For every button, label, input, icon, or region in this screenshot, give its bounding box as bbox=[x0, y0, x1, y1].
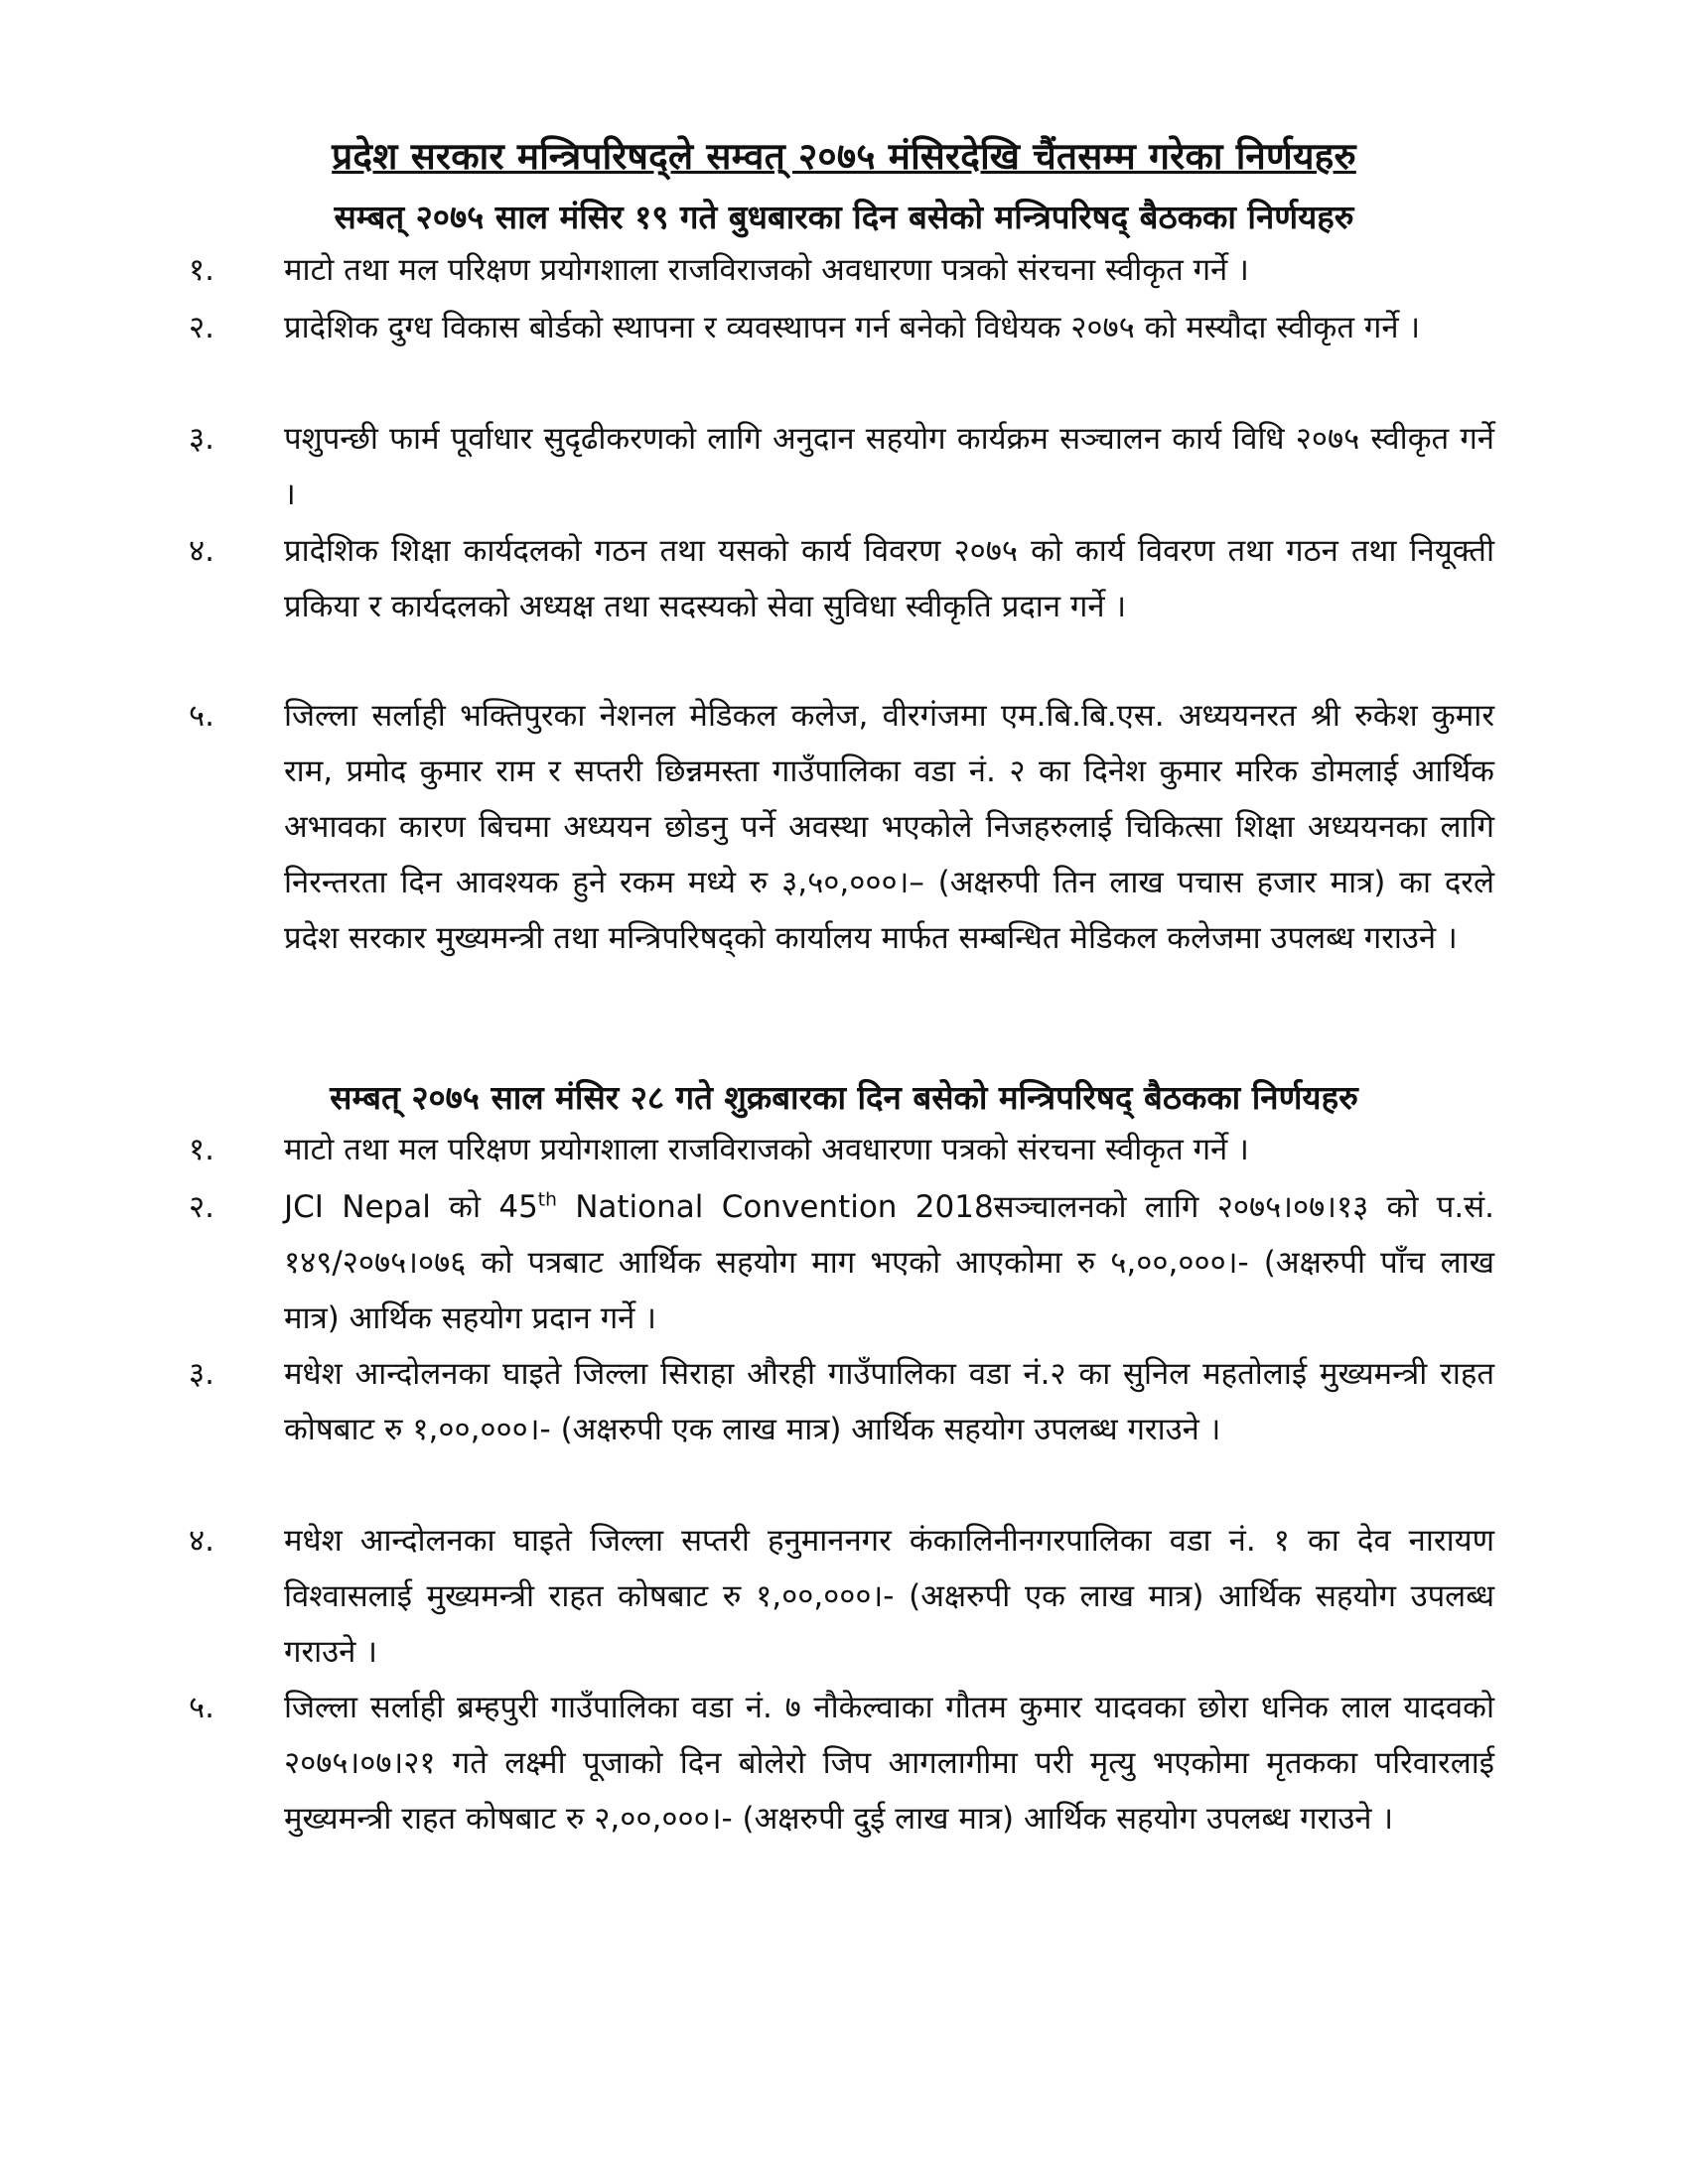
decision-item bbox=[189, 300, 1494, 355]
item-text: प्रादेशिक शिक्षा कार्यदलको गठन तथा यसको कार्य विवरण २०७५ को कार्य विवरण तथा गठन तथा नियूक्ती प्रकिया र कार्यदलको अध्यक्ष तथा सदस्यको सेवा सुविधा स्वीकृति प्रदान गर्ने । bbox=[284, 533, 1494, 624]
item-text-part: National Convention 2018सञ्चालनको लागि २०७५।०७।१३ को प.सं. १४९/२०७५।०७६ को पत्रबाट आर्थिक सहयोग माग भएको आएकोमा रु ५,००,०००।- (अक्षरुपी पाँच लाख मात्र) आर्थिक सहयोग प्रदान गर्ने । bbox=[284, 1189, 1494, 1336]
section-heading: सम्बत्‌ २०७५ साल मंसिर २८ गते शुक्रबारका दिन बसेको मन्त्रिपरिषद्‌ बैठकका निर्णयहरु bbox=[330, 1078, 1358, 1117]
decision-item bbox=[189, 1122, 1494, 1177]
item-number: १. bbox=[189, 1132, 214, 1167]
decision-item bbox=[189, 688, 1494, 966]
item-text: माटो तथा मल परिक्षण प्रयोगशाला राजविराजको अवधारणा पत्रको संरचना स्वीकृत गर्ने । bbox=[284, 252, 1249, 288]
item-number: ४. bbox=[189, 533, 214, 569]
item-text: प्रादेशिक दुग्ध विकास बोर्डको स्थापना र व्यवस्थापन गर्न बनेको विधेयक २०७५ को मस्यौदा स्वीकृत गर्ने । bbox=[284, 310, 1421, 345]
item-text: मधेश आन्दोलनका घाइते जिल्ला सिराहा औरही गाउँपालिका वडा नं.२ का सुनिल महतोलाई मुख्यमन्त्री राहत कोषबाट रु १,००,०००।- (अक्षरुपी एक लाख मात्र) आर्थिक सहयोग उपलब्ध गराउने । bbox=[284, 1356, 1494, 1447]
item-text: माटो तथा मल परिक्षण प्रयोगशाला राजविराजको अवधारणा पत्रको संरचना स्वीकृत गर्ने । bbox=[284, 1132, 1249, 1167]
item-number: ५. bbox=[189, 1690, 214, 1725]
item-number: ३. bbox=[189, 421, 214, 457]
item-number: २. bbox=[189, 1189, 214, 1225]
item-text: पशुपन्छी फार्म पूर्वाधार सुदृढीकरणको लागि अनुदान सहयोग कार्यक्रम सञ्चालन कार्य विधि २०७५ स्वीकृत गर्ने । bbox=[284, 421, 1494, 512]
item-text-superscript: th bbox=[537, 1189, 557, 1211]
item-text: जिल्ला सर्लाही ब्रम्हपुरी गाउँपालिका वडा नं. ७ नौकेल्वाका गौतम कुमार यादवका छोरा धनिक लाल यादवको २०७५।०७।२१ गते लक्ष्मी पूजाको दिन बोलेरो जिप आगलागीमा परी मृत्यु भएकोमा मृतकका परिवारलाई मुख्यमन्त्री राहत कोषबाट रु २,००,०००।- (अक्षरुपी दुई लाख मात्र) आर्थिक सहयोग उपलब्ध गराउने । bbox=[284, 1690, 1494, 1837]
item-number: ३. bbox=[189, 1356, 214, 1392]
decision-item bbox=[189, 1680, 1494, 1846]
document-title: प्रदेश सरकार मन्त्रिपरिषद्‌ले सम्वत्‌ २०७५ मंसिरदेखि चैंतसम्म गरेका निर्णयहरु bbox=[332, 135, 1356, 178]
item-number: ५. bbox=[189, 698, 214, 734]
decision-item bbox=[189, 411, 1494, 522]
item-number: १. bbox=[189, 252, 214, 288]
item-number: २. bbox=[189, 310, 214, 345]
item-text: जिल्ला सर्लाही भक्तिपुरका नेशनल मेडिकल कलेज, वीरगंजमा एम.बि.बि.एस. अध्ययनरत श्री रुकेश कुमार राम, प्रमोद कुमार राम र सप्तरी छिन्नमस्ता गाउँपालिका वडा नं. २ का दिनेश कुमार मरिक डोमलाई आर्थिक अभावका कारण बिचमा अध्ययन छोडनु पर्ने अवस्था भएकोले निजहरुलाई चिकित्सा शिक्षा अध्ययनका लागि निरन्तरता दिन आवश्यक हुने रकम मध्ये रु ३,५०,०००।– (अक्षरुपी तिन लाख पचास हजार मात्र) का दरले प्रदेश सरकार मुख्यमन्त्री तथा मन्त्रिपरिषद्‌को कार्यालय मार्फत सम्बन्धित मेडिकल कलेजमा उपलब्ध गराउने । bbox=[284, 698, 1494, 956]
item-text-part: JCI Nepal को 45 bbox=[284, 1189, 538, 1225]
item-text bbox=[284, 1179, 1494, 1346]
decision-item bbox=[189, 1179, 1494, 1346]
decision-item bbox=[189, 1346, 1494, 1457]
decision-item bbox=[189, 523, 1494, 634]
decision-item bbox=[189, 1513, 1494, 1680]
section-heading: सम्बत्‌ २०७५ साल मंसिर १९ गते बुधबारका दिन बसेको मन्त्रिपरिषद्‌ बैठकका निर्णयहरु bbox=[334, 198, 1354, 236]
item-number: ४. bbox=[189, 1523, 214, 1559]
item-text: मधेश आन्दोलनका घाइते जिल्ला सप्तरी हनुमाननगर कंकालिनीनगरपालिका वडा नं. १ का देव नारायण विश्वासलाई मुख्यमन्त्री राहत कोषबाट रु १,००,०००।- (अक्षरुपी एक लाख मात्र) आर्थिक सहयोग उपलब्ध गराउने । bbox=[284, 1523, 1494, 1670]
decision-item bbox=[189, 242, 1494, 298]
